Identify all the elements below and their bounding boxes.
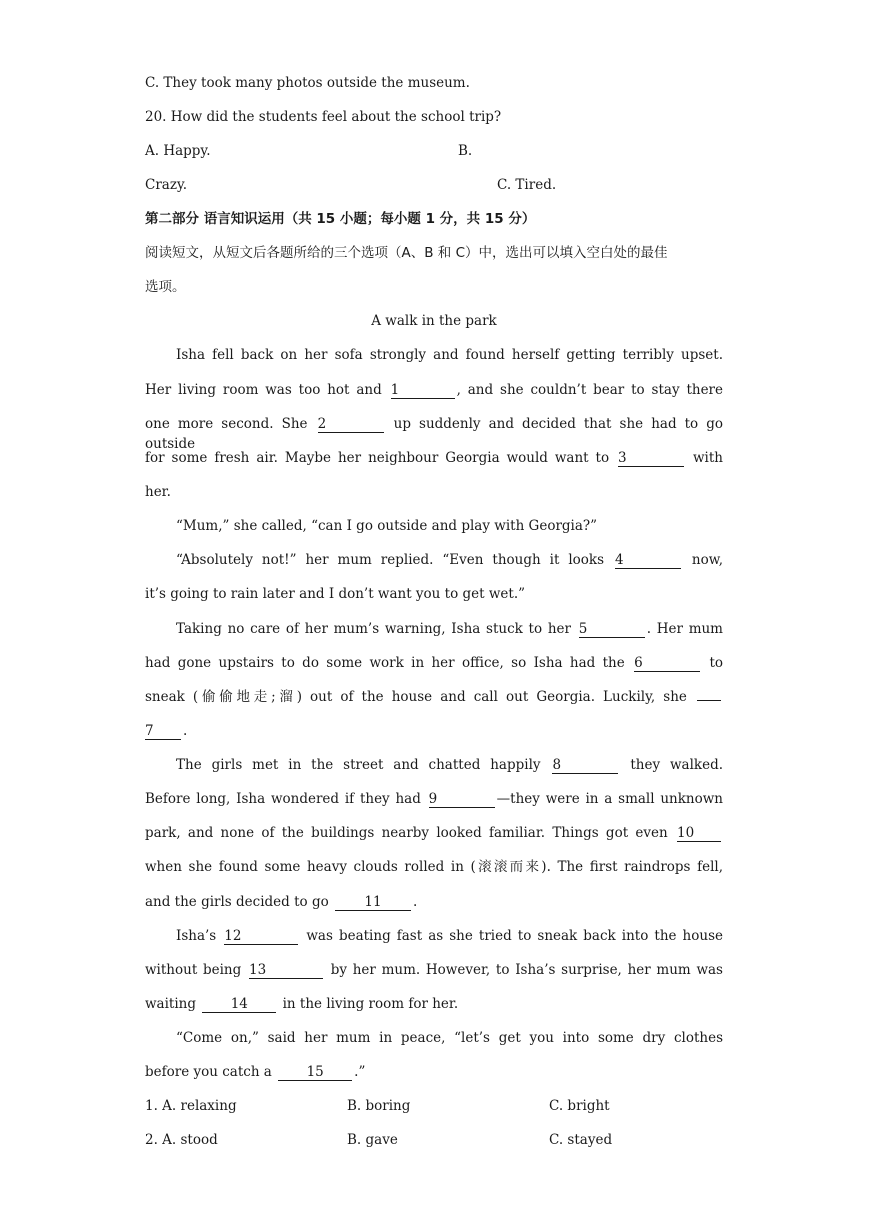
blank-1[interactable]: 1 <box>391 382 455 399</box>
passage-line: 7 . <box>145 723 188 739</box>
q20-option-a: A. Happy. <box>145 143 211 159</box>
passage-line: had gone upstairs to do some work in her office, so Isha had the 6 to <box>145 655 723 671</box>
blank-7-start[interactable] <box>697 700 721 701</box>
blank-8[interactable]: 8 <box>552 757 618 774</box>
blank-2[interactable]: 2 <box>318 416 384 433</box>
passage-line: one more second. She 2 up suddenly and decided that she had to go outside <box>145 416 724 452</box>
q1-option-c: C. bright <box>549 1098 610 1114</box>
blank-13[interactable]: 13 <box>249 962 323 979</box>
q20-question: 20. How did the students feel about the school trip? <box>145 109 502 125</box>
q20-option-c: C. Tired. <box>497 177 557 193</box>
blank-6[interactable]: 6 <box>634 655 700 672</box>
passage-line: Before long, Isha wondered if they had 9 —they were in a small unknown <box>145 791 723 807</box>
passage-line: “Mum,” she called, “can I go outside and play with Georgia?” <box>176 518 598 534</box>
passage-line: before you catch a 15 .” <box>145 1064 366 1080</box>
passage-line: Isha fell back on her sofa strongly and found herself getting terribly upset. <box>176 347 723 363</box>
q2-option-c: C. stayed <box>549 1132 613 1148</box>
blank-14[interactable]: 14 <box>202 996 276 1013</box>
section-instruction: 阅读短文，从短文后各题所给的三个选项（A、B 和 C）中，选出可以填入空白处的最佳 <box>145 245 668 261</box>
passage-title: A walk in the park <box>371 313 497 329</box>
passage-line: her. <box>145 484 171 500</box>
passage-line: The girls met in the street and chatted happily 8 they walked. <box>176 757 724 773</box>
q20-option-b-word: Crazy. <box>145 177 188 193</box>
passage-line: and the girls decided to go 11 . <box>145 894 418 910</box>
q1-option-a: 1. A. relaxing <box>145 1098 237 1114</box>
section-instruction-cont: 选项。 <box>145 279 186 295</box>
blank-5[interactable]: 5 <box>579 621 645 638</box>
blank-7[interactable]: 7 <box>145 723 181 740</box>
q19-option-c: C. They took many photos outside the museum. <box>145 75 470 91</box>
passage-line: waiting 14 in the living room for her. <box>145 996 459 1012</box>
passage-line: “Absolutely not!” her mum replied. “Even though it looks 4 now, <box>176 552 723 568</box>
passage-line: Taking no care of her mum’s warning, Isha stuck to her 5 . Her mum <box>176 621 723 637</box>
passage-line: for some fresh air. Maybe her neighbour Georgia would want to 3 with <box>145 450 723 466</box>
q2-option-b: B. gave <box>347 1132 398 1148</box>
blank-9[interactable]: 9 <box>429 791 495 808</box>
blank-3[interactable]: 3 <box>618 450 684 467</box>
blank-11[interactable]: 11 <box>335 894 411 911</box>
section-heading: 第二部分 语言知识运用（共 15 小题；每小题 1 分，共 15 分） <box>145 211 536 227</box>
passage-line: it’s going to rain later and I don’t want you to get wet.” <box>145 586 526 602</box>
q20-option-b-letter: B. <box>458 143 473 159</box>
passage-line: Isha’s 12 was beating fast as she tried to sneak back into the house <box>176 928 723 944</box>
passage-line: without being 13 by her mum. However, to Isha’s surprise, her mum was <box>145 962 723 978</box>
passage-line: park, and none of the buildings nearby looked familiar. Things got even 10 <box>145 823 723 843</box>
passage-line: “Come on,” said her mum in peace, “let’s get you into some dry clothes <box>176 1030 723 1046</box>
blank-15[interactable]: 15 <box>278 1064 352 1081</box>
blank-10[interactable]: 10 <box>677 825 721 842</box>
q1-option-b: B. boring <box>347 1098 411 1114</box>
blank-4[interactable]: 4 <box>615 552 681 569</box>
passage-line: when she found some heavy clouds rolled in (滚滚而来). The first raindrops fell, <box>145 859 723 875</box>
passage-line: Her living room was too hot and 1 , and she couldn’t bear to stay there <box>145 382 723 398</box>
passage-line: sneak (偷偷地走;溜) out of the house and call out Georgia. Luckily, she <box>145 687 723 707</box>
blank-12[interactable]: 12 <box>224 928 298 945</box>
q2-option-a: 2. A. stood <box>145 1132 218 1148</box>
